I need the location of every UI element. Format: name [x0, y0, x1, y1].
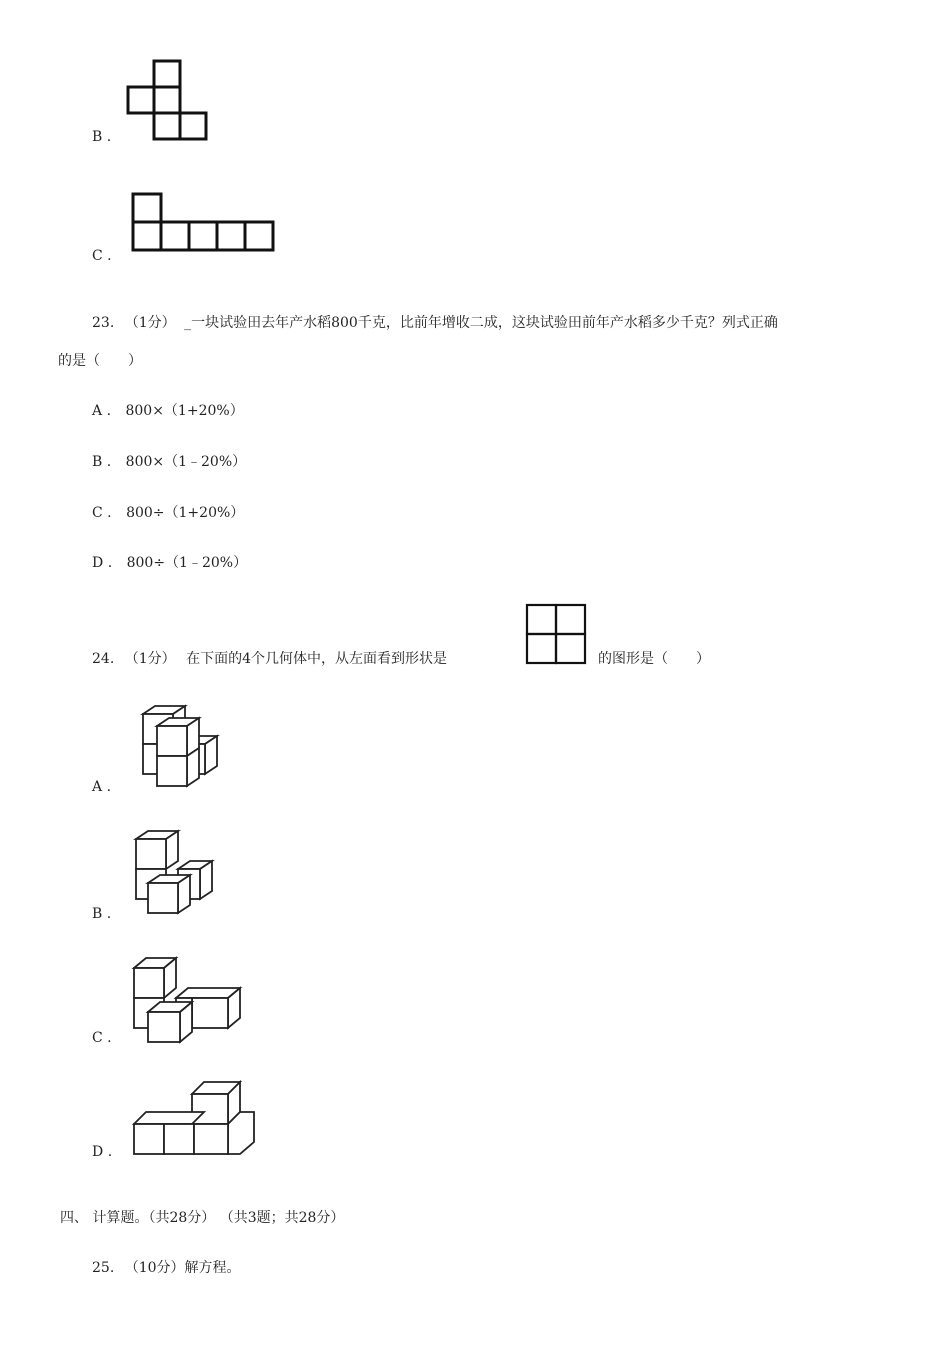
q24-solid-d-figure — [130, 1076, 260, 1158]
option-letter: B — [92, 906, 103, 922]
option-text: 800×（1﹣20%） — [125, 454, 247, 470]
option-sep: . — [107, 1144, 113, 1160]
q23-option-a[interactable] — [92, 401, 244, 421]
option-letter: C — [92, 505, 103, 521]
question-text: 在下面的4个几何体中，从左面看到形状是 — [186, 651, 447, 667]
option-letter: C — [92, 248, 103, 264]
question-text: （10分）解方程。 — [124, 1260, 241, 1276]
option-letter: A — [92, 403, 103, 419]
q24-prompt-start — [92, 649, 447, 669]
q23-option-d[interactable] — [92, 553, 247, 573]
q22-net-c-figure — [130, 190, 280, 255]
q24-solid-a-figure — [135, 700, 230, 800]
option-text: 800÷（1+20%） — [126, 505, 245, 521]
q24-option-a[interactable] — [92, 777, 111, 797]
option-sep: . — [106, 403, 112, 419]
q22-option-c[interactable] — [92, 246, 112, 266]
option-sep: . — [107, 1030, 112, 1046]
option-letter: C — [92, 1030, 103, 1046]
section-heading: 四、 计算题。（共28分） （共3题；共28分） — [60, 1210, 345, 1226]
q24-solid-b-figure — [132, 827, 222, 919]
q25-prompt — [92, 1258, 241, 1278]
question-score: （1分） — [124, 651, 176, 667]
q23-option-c[interactable] — [92, 503, 244, 523]
q24-left-view-figure — [524, 602, 590, 666]
question-text: _一块试验田去年产水稻800千克，比前年增收二成，这块试验田前年产水稻多少千克？列式正确 — [184, 315, 778, 331]
question-number: 23. — [92, 315, 115, 331]
option-sep: . — [106, 779, 112, 795]
option-sep: . — [106, 906, 112, 922]
q22-option-b[interactable] — [92, 127, 111, 147]
option-letter: B — [92, 454, 103, 470]
q22-net-b-figure — [125, 58, 215, 143]
q24-option-d[interactable] — [92, 1142, 112, 1162]
option-sep: . — [107, 505, 112, 521]
option-text: 800×（1+20%） — [125, 403, 244, 419]
q23-line2: 的是（ ） — [58, 353, 142, 369]
option-sep: . — [106, 454, 112, 470]
q23-option-b[interactable] — [92, 452, 246, 472]
option-sep: . — [107, 248, 112, 264]
option-text: 800÷（1﹣20%） — [126, 555, 248, 571]
option-sep: . — [106, 129, 112, 145]
q24-option-b[interactable] — [92, 904, 111, 924]
option-letter: D — [92, 555, 104, 571]
question-number: 25. — [92, 1260, 115, 1276]
question-number: 24. — [92, 651, 115, 667]
option-letter: B — [92, 129, 103, 145]
question-score: （1分） — [124, 315, 176, 331]
q24-solid-c-figure — [130, 954, 250, 1046]
option-letter: A — [92, 779, 103, 795]
q24-option-c[interactable] — [92, 1028, 112, 1048]
option-letter: D — [92, 1144, 104, 1160]
q23-line1 — [92, 313, 778, 333]
option-sep: . — [107, 555, 113, 571]
q24-prompt-end: 的图形是（ ） — [598, 651, 710, 667]
